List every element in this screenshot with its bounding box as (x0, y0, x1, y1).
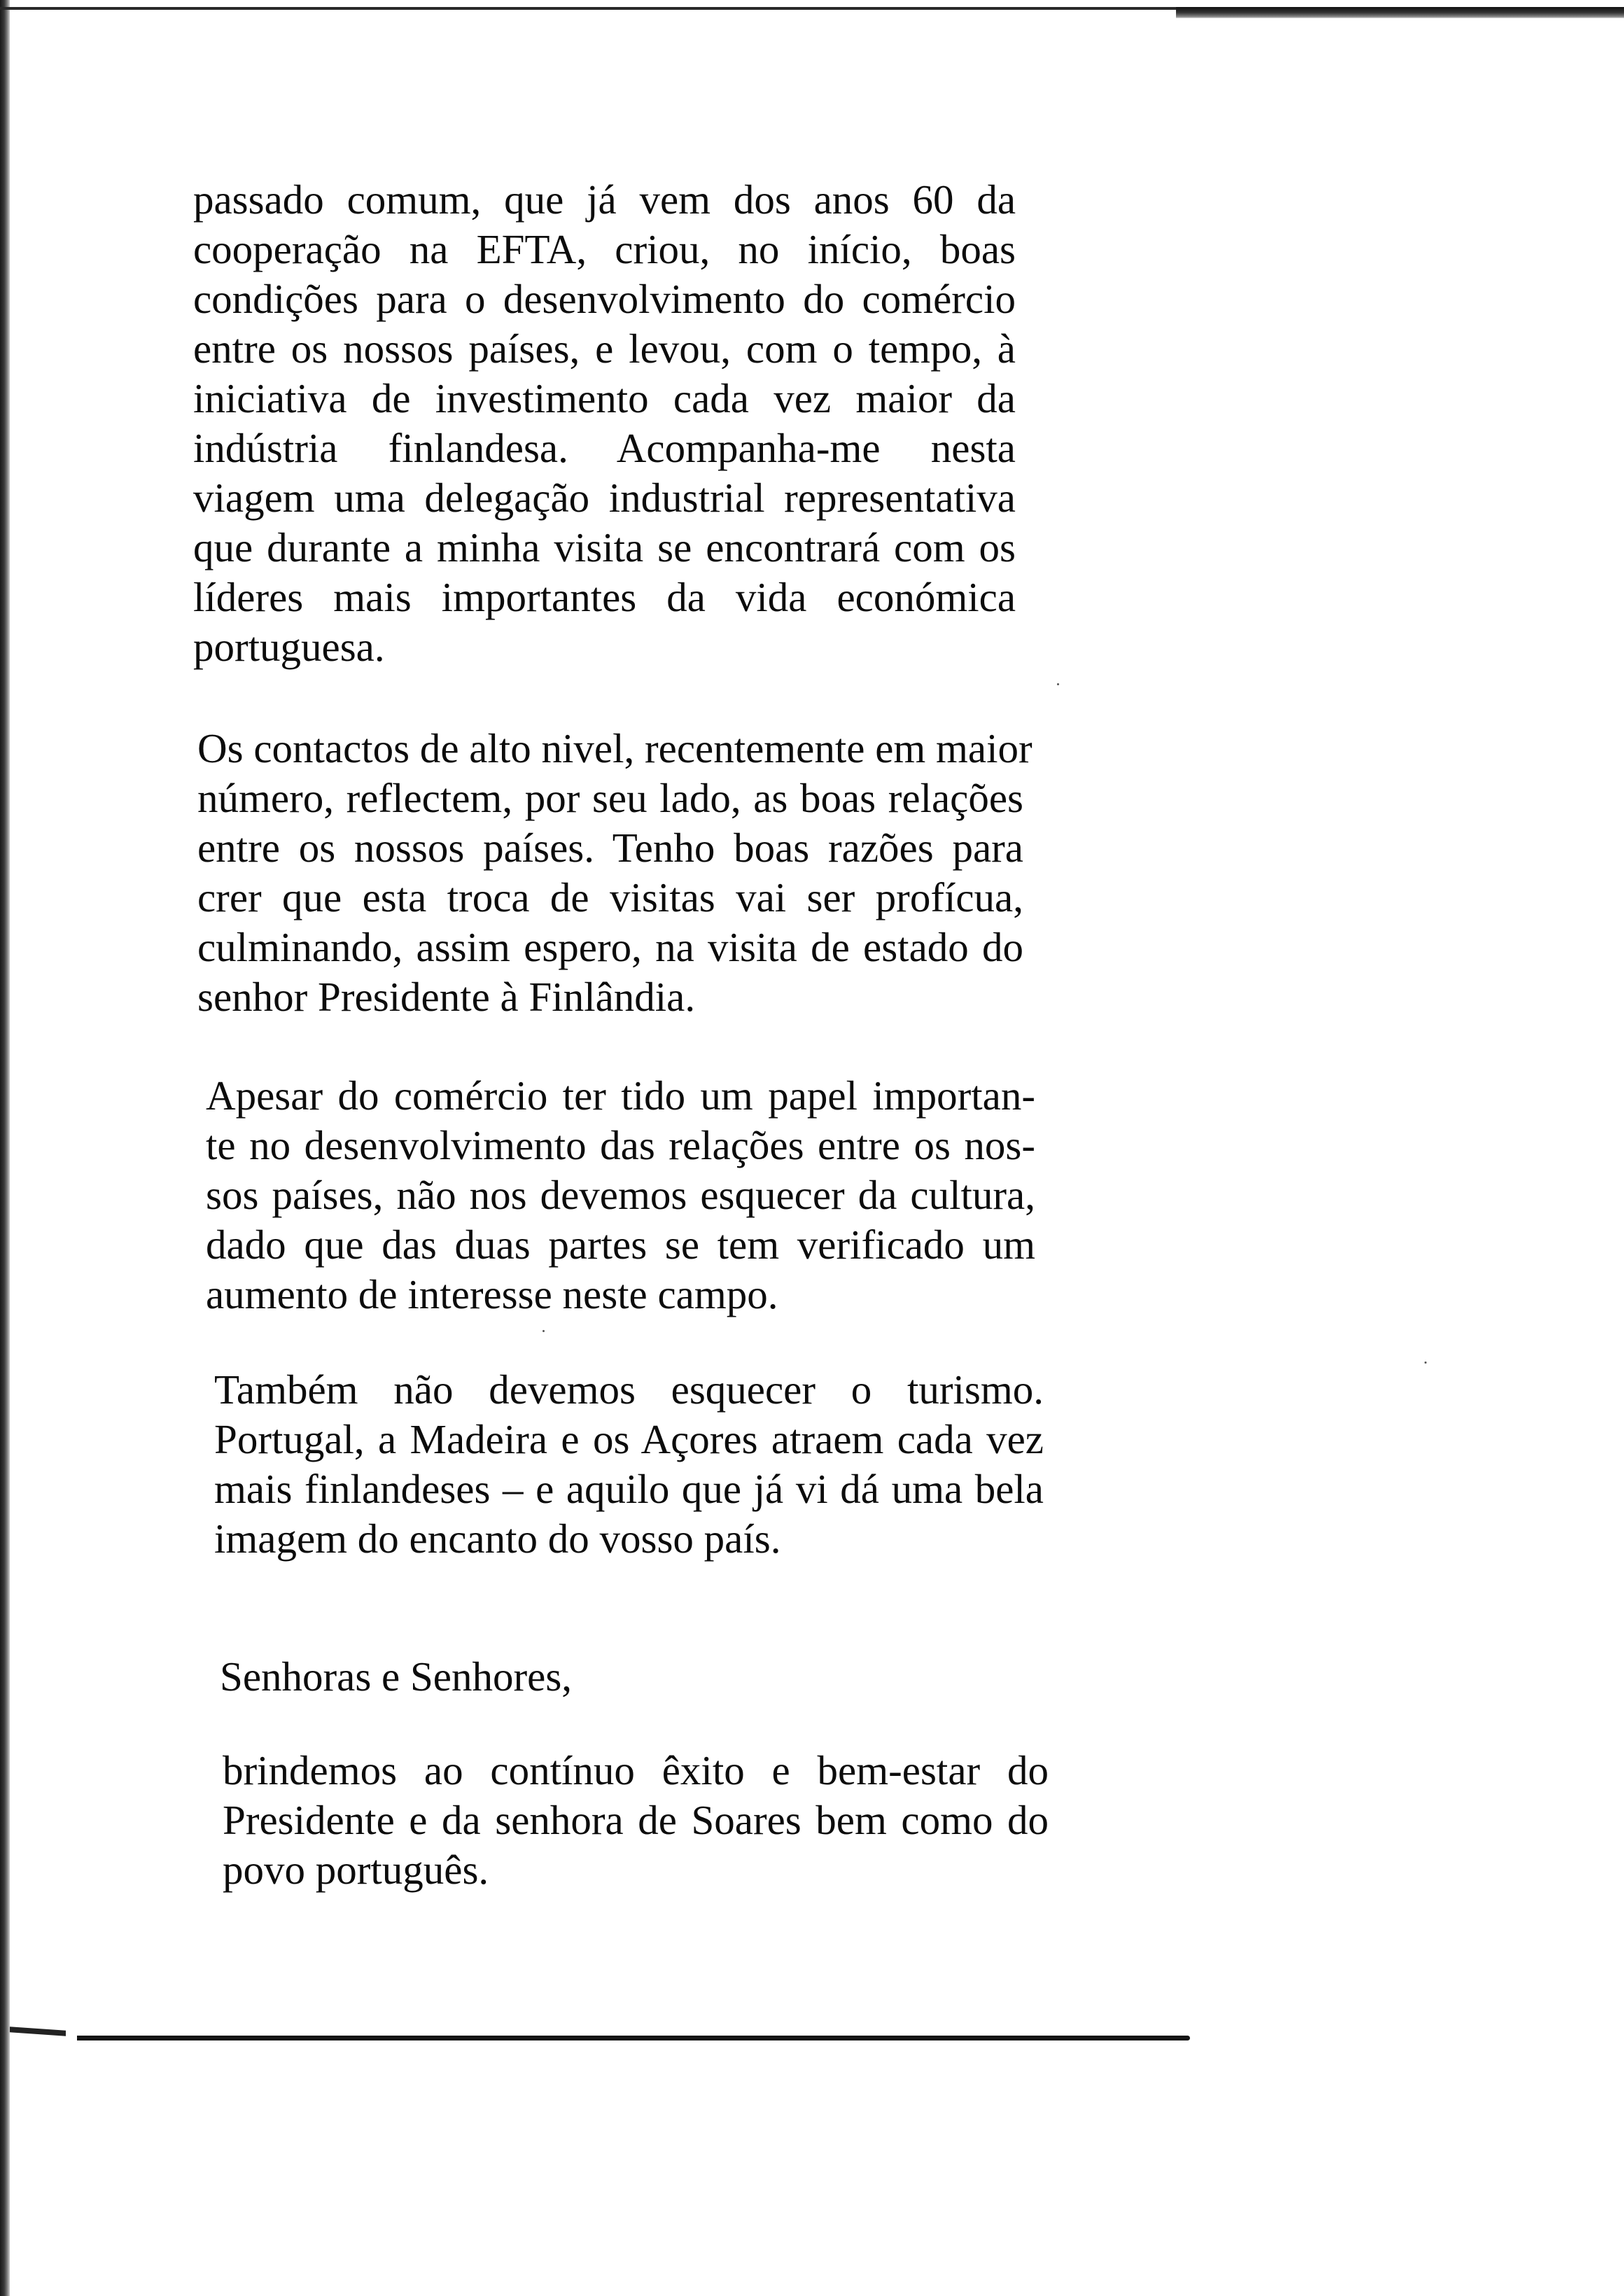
text-line: líderes mais importantes da vida económica (193, 574, 1016, 620)
text-line: entre os nossos países. Tenho boas razões para (197, 825, 1023, 871)
text-line: iniciativa de investimento cada vez maior da (193, 375, 1016, 421)
text-line: brindemos ao contínuo êxito e bem-estar do (223, 1747, 1049, 1793)
scan-top-line (0, 7, 1176, 10)
text-line: mais finlandeses – e aquilo que já vi dá uma bela (214, 1466, 1044, 1512)
text-line: que durante a minha visita se encontrará com os (193, 524, 1016, 570)
scan-speck (542, 1330, 545, 1332)
text-line: sos países, não nos devemos esquecer da cultura, (206, 1172, 1035, 1218)
paragraph-toast (223, 1746, 1049, 1895)
bottom-rule (77, 2036, 1190, 2040)
text-line: portuguesa. (193, 624, 385, 670)
text-line: culminando, assim espero, na visita de estado do (197, 924, 1023, 970)
text-line: imagem do encanto do vosso país. (214, 1516, 781, 1562)
salutation (220, 1652, 850, 1702)
text-line: indústria finlandesa. Acompanha-me nesta (193, 425, 1016, 471)
text-line: dado que das duas partes se tem verificado um (206, 1222, 1035, 1268)
scan-speck (1424, 1362, 1427, 1364)
text-line: Presidente e da senhora de Soares bem como do (223, 1797, 1049, 1843)
text-line: viagem uma delegação industrial representativa (193, 475, 1016, 521)
text-line: senhor Presidente à Finlândia. (197, 974, 696, 1020)
text-line: Os contactos de alto nivel, recentemente em maior (197, 725, 1032, 771)
paragraph-2 (197, 724, 1032, 1022)
text-line: povo português. (223, 1847, 489, 1893)
scan-top-line-thick (1176, 7, 1624, 18)
text-line: passado comum, que já vem dos anos 60 da (193, 176, 1016, 223)
scan-bottom-mark (10, 2026, 66, 2036)
text-line: cooperação na EFTA, criou, no início, boas (193, 226, 1016, 272)
text-line: Também não devemos esquecer o turismo. (214, 1366, 1044, 1413)
text-line: Apesar do comércio ter tido um papel importan- (206, 1072, 1035, 1119)
text-line: crer que esta troca de visitas vai ser profícua, (197, 874, 1023, 920)
text-line: te no desenvolvimento das relações entre os nos- (206, 1122, 1035, 1168)
paragraph-4 (214, 1365, 1044, 1564)
text-line: entre os nossos países, e levou, com o tempo, à (193, 326, 1016, 372)
paragraph-1 (193, 175, 1016, 672)
paragraph-3 (206, 1071, 1035, 1320)
text-line: aumento de interesse neste campo. (206, 1271, 778, 1317)
scan-speck (1057, 683, 1059, 685)
text-line: Portugal, a Madeira e os Açores atraem cada vez (214, 1416, 1044, 1462)
text-line: número, reflectem, por seu lado, as boas relações (197, 775, 1023, 821)
scan-left-border (0, 0, 10, 2296)
text-line: Senhoras e Senhores, (220, 1653, 573, 1700)
text-line: condições para o desenvolvimento do comércio (193, 276, 1016, 322)
